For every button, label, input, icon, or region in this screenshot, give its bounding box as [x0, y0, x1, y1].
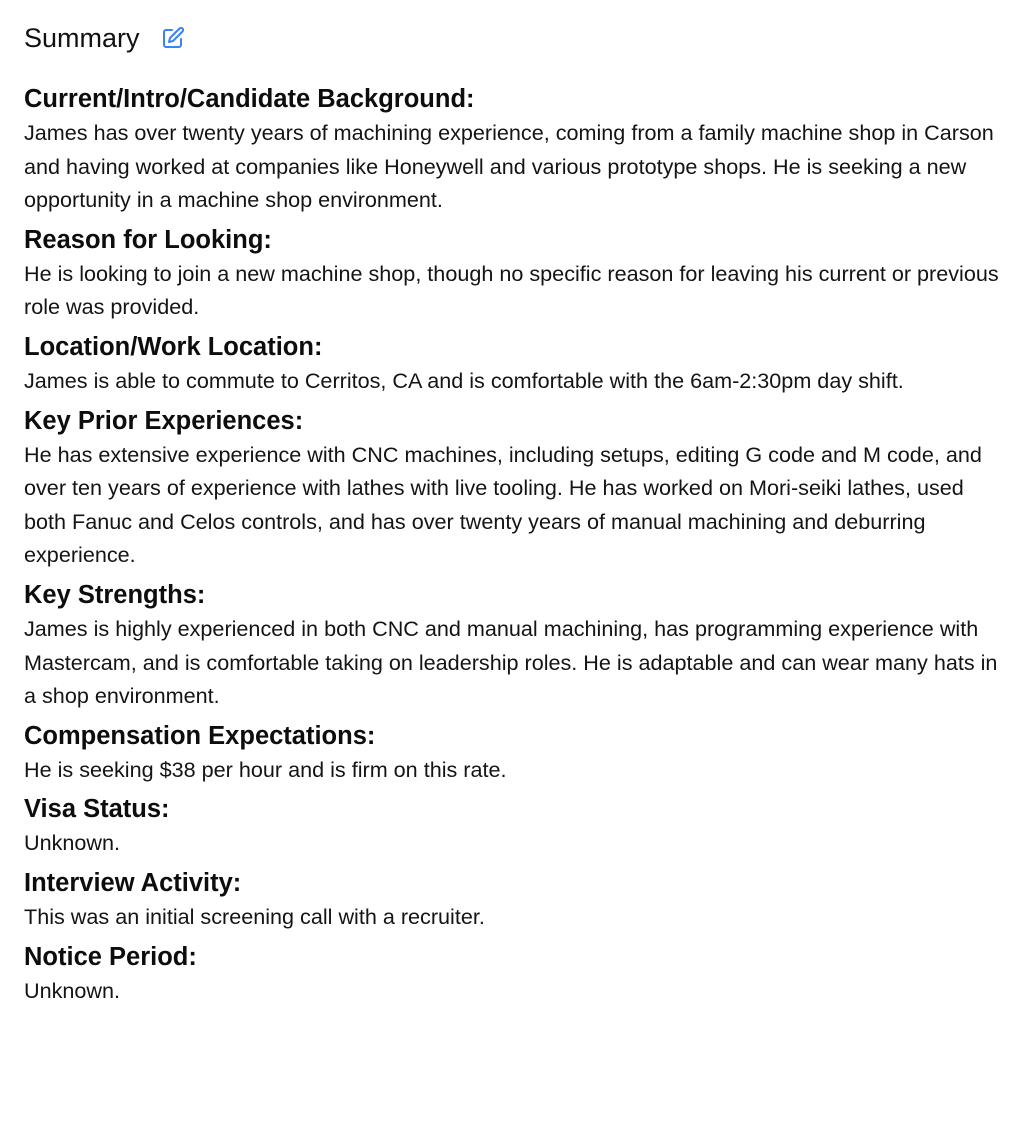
section-heading: Current/Intro/Candidate Background: [24, 85, 475, 113]
section-heading: Interview Activity: [24, 868, 242, 897]
section-key-strengths [24, 578, 1000, 713]
section-body: James is highly experienced in both CNC and manual machining, has programming experience with Mastercam, and is comfortable taking on leadership roles. He is adaptable and can wear many hats in a shop environment. [24, 615, 998, 709]
section-reason-for-looking [24, 223, 1000, 324]
section-heading: Reason for Looking: [24, 225, 272, 254]
section-visa-status [24, 792, 1000, 860]
section-body: Unknown. [24, 977, 121, 1003]
section-background [24, 82, 1000, 217]
edit-summary-button[interactable] [160, 25, 186, 51]
section-body: He has extensive experience with CNC machines, including setups, editing G code and M code, and over ten years of experience with lathes with live tooling. He has worked on Mori-seiki lathes, used both Fanuc and Celos controls, and has over twenty years of manual machining and deburring experience. [24, 441, 982, 568]
section-body: He is looking to join a new machine shop, though no specific reason for leaving his current or previous role was provided. [24, 260, 999, 320]
section-body: He is seeking $38 per hour and is firm on this rate. [24, 756, 507, 782]
page-title: Summary [24, 22, 140, 53]
section-interview-activity [24, 866, 1000, 934]
section-heading: Key Strengths: [24, 580, 206, 609]
section-compensation [24, 719, 1000, 787]
section-heading: Notice Period: [24, 942, 197, 971]
section-heading: Key Prior Experiences: [24, 406, 304, 435]
section-key-prior-experiences [24, 404, 1000, 572]
section-heading: Location/Work Location: [24, 332, 323, 361]
section-location [24, 330, 1000, 398]
section-heading: Visa Status: [24, 795, 170, 824]
section-body: James has over twenty years of machining experience, coming from a family machine shop in Carson and having worked at companies like Honeywell and various prototype shops. He is seeking a new opportunity in a machine shop environment. [24, 120, 994, 213]
section-body: This was an initial screening call with a recruiter. [24, 903, 485, 929]
section-body: Unknown. [24, 830, 121, 856]
summary-panel [24, 18, 1000, 1013]
bottom-fade-overlay [0, 1098, 1020, 1148]
summary-header [24, 18, 1000, 58]
section-notice-period [24, 940, 1000, 1008]
edit-pencil-icon [161, 26, 185, 50]
section-heading: Compensation Expectations: [24, 721, 376, 750]
section-body: James is able to commute to Cerritos, CA and is comfortable with the 6am-2:30pm day shift. [24, 367, 904, 393]
